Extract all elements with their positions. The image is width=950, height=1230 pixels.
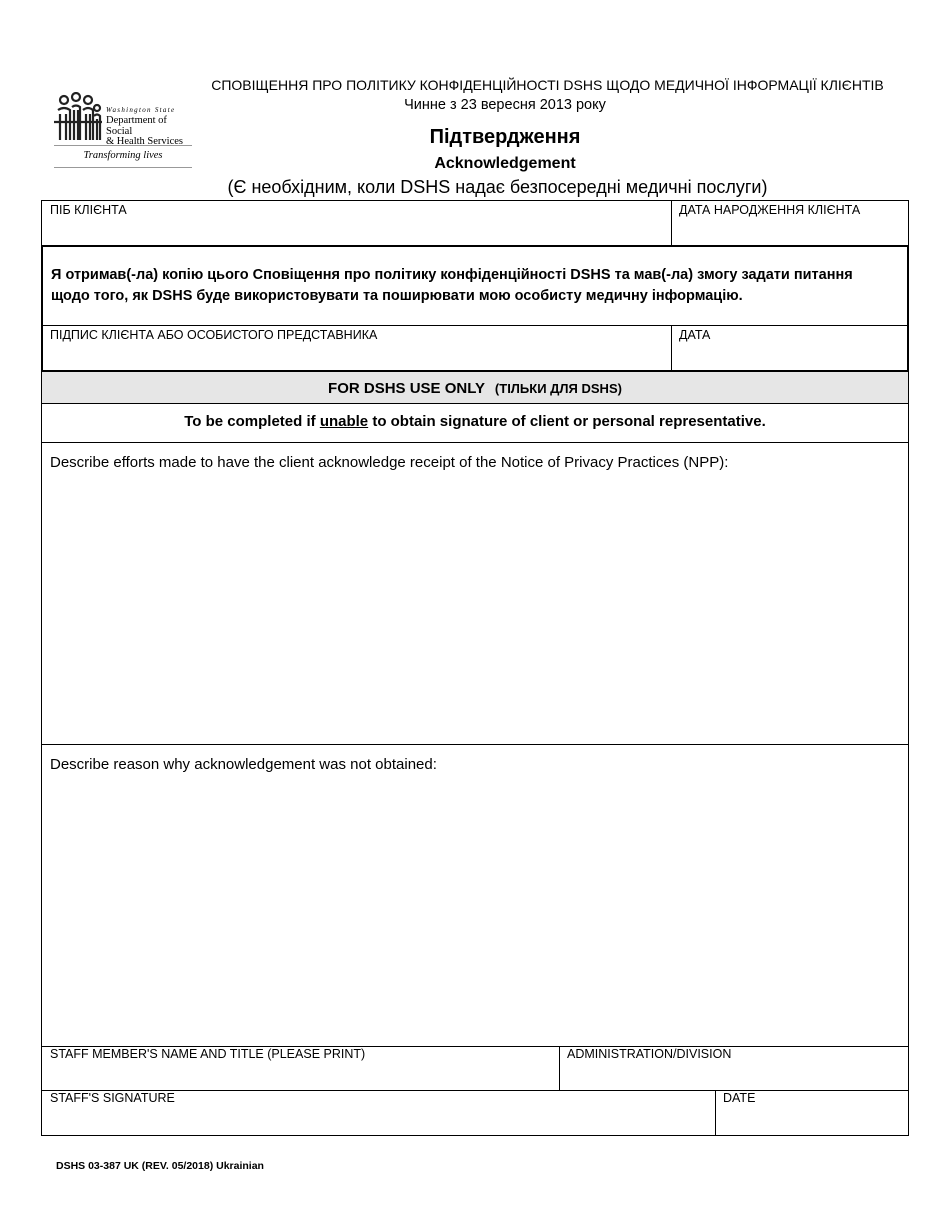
instructions-text-start: To be completed if [184, 413, 320, 430]
staff-date-field[interactable] [715, 1090, 909, 1136]
dshs-logo [52, 92, 194, 170]
family-icon [52, 92, 104, 144]
logo-dept-line1: Department of Social [106, 115, 167, 137]
efforts-textarea[interactable] [41, 442, 909, 745]
dshs-use-only-heading-uk: (ТІЛЬКИ ДЛЯ DSHS) [494, 381, 622, 396]
effective-date: Чинне з 23 вересня 2013 року [404, 97, 606, 113]
dshs-use-only-heading: FOR DSHS USE ONLY [328, 380, 485, 397]
staff-date-label: DATE [723, 1091, 756, 1105]
reason-textarea[interactable] [41, 744, 909, 1047]
staff-name-label: STAFF MEMBER'S NAME AND TITLE (PLEASE PRINT) [50, 1047, 366, 1061]
staff-name-field[interactable] [41, 1046, 560, 1091]
client-dob-field[interactable] [671, 200, 909, 246]
acknowledgement-statement: Я отримав(-ла) копію цього Сповіщення про політику конфіденційності DSHS та мав(-ла) змогу задати питання щодо того, як DSHS буде використовувати та поширювати мою особисту медичну інформацію. [51, 267, 853, 304]
page-subtitle: Acknowledgement [434, 155, 576, 172]
notice-title: СПОВІЩЕННЯ ПРО ПОЛІТИКУ КОНФІДЕНЦІЙНОСТІ DSHS ЩОДО МЕДИЧНОЇ ІНФОРМАЦІЇ КЛІЄНТІВ [211, 77, 884, 93]
dshs-instructions [41, 403, 909, 443]
logo-state: Washington State [106, 106, 176, 114]
logo-dept-line2: & Health Services [106, 136, 183, 147]
page-title: Підтвердження [429, 126, 581, 148]
logo-divider [54, 145, 192, 146]
logo-tagline: Transforming lives [83, 150, 163, 161]
instructions-unable: unable [319, 413, 369, 430]
staff-signature-field[interactable] [41, 1090, 716, 1136]
admin-division-field[interactable] [559, 1046, 909, 1091]
instructions-text-end: to obtain signature of client or personal representative. [368, 413, 766, 430]
logo-divider [54, 167, 192, 168]
client-dob-label: ДАТА НАРОДЖЕННЯ КЛІЄНТА [679, 203, 861, 217]
staff-signature-label: STAFF'S SIGNATURE [50, 1091, 175, 1105]
efforts-label: Describe efforts made to have the client acknowledge receipt of the Notice of Privacy Practices (NPP): [50, 454, 729, 471]
client-signature-label: ПІДПИС КЛІЄНТА АБО ОСОБИСТОГО ПРЕДСТАВНИКА [50, 328, 378, 342]
client-date-label: ДАТА [679, 328, 711, 342]
client-name-label: ПІБ КЛІЄНТА [50, 203, 127, 217]
admin-division-label: ADMINISTRATION/DIVISION [567, 1047, 732, 1061]
client-date-field[interactable] [671, 325, 908, 371]
dshs-use-only-header [41, 371, 909, 404]
client-name-field[interactable] [41, 200, 672, 246]
reason-label: Describe reason why acknowledgement was not obtained: [50, 756, 437, 773]
client-signature-field[interactable] [42, 325, 672, 371]
form-id: DSHS 03-387 UK (REV. 05/2018) Ukrainian [56, 1160, 264, 1172]
logo-dept [106, 116, 194, 148]
requirement-note: (Є необхідним, коли DSHS надає безпосередні медичні послуги) [227, 177, 768, 197]
